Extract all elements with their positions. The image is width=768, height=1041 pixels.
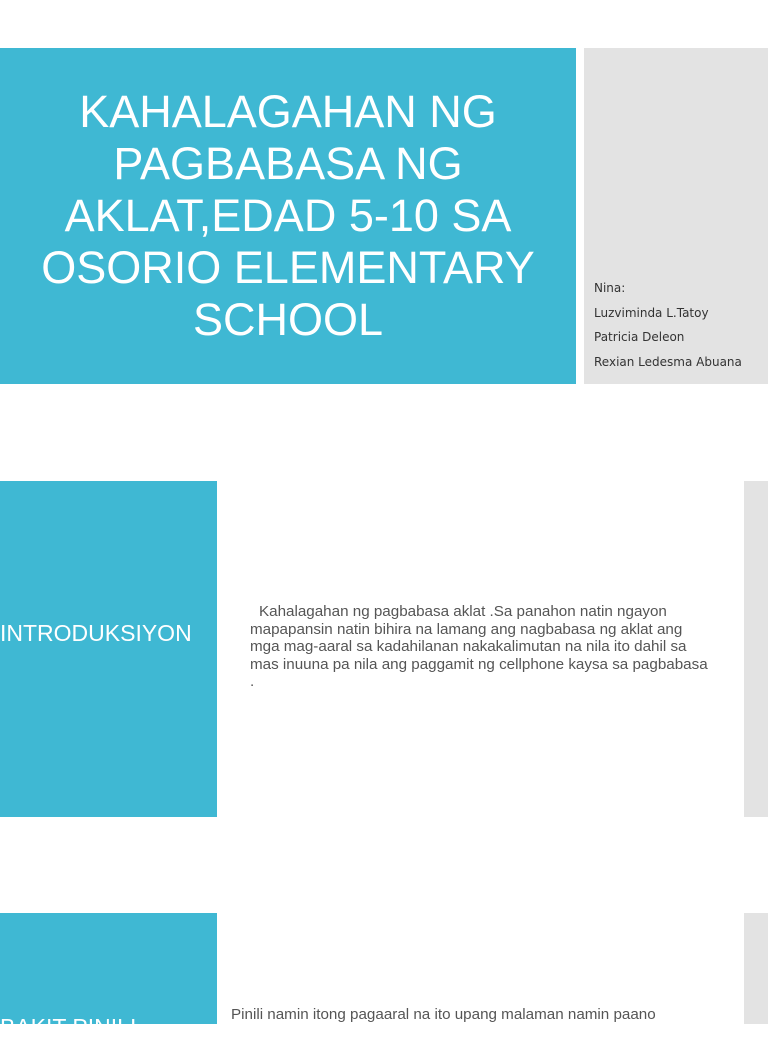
slide-title-line: PAGBABASA NG: [113, 138, 463, 189]
slide-title-line: KAHALAGAHAN NG: [79, 86, 497, 137]
title-slide-banner: [0, 48, 576, 384]
slide-title-line: SCHOOL: [192, 294, 384, 345]
author-name: Rexian Ledesma Abuana: [594, 354, 742, 369]
authors-list: [594, 276, 742, 374]
reason-heading: BAKIT PINILI: [0, 1014, 137, 1040]
intro-heading: INTRODUKSIYON: [0, 620, 192, 646]
slide-title-line: OSORIO ELEMENTARY: [41, 242, 535, 293]
reason-body: [222, 1006, 722, 1024]
reason-heading-panel: [0, 913, 217, 1040]
reason-side-panel: [744, 913, 768, 1024]
slide-title: [8, 86, 568, 346]
intro-body-text: Kahalagahan ng pagbabasa aklat .Sa panahon natin ngayon mapapansin natin bihira na lamang ang nagbabasa ng aklat ang mga mag-aaral sa kadahilanan nakakalimutan na nila ito dahil sa mas inuuna pa nila ang paggamit ng cellphone kaysa sa pagbabasa .: [250, 603, 708, 690]
authors-panel: [584, 48, 768, 384]
author-name: Patricia Deleon: [594, 330, 685, 344]
intro-heading-panel: [0, 481, 217, 817]
author-name: Luzviminda L.Tatoy: [594, 305, 709, 320]
authors-label: Nina:: [594, 281, 626, 295]
intro-body: [250, 603, 710, 691]
slide-title-line: AKLAT,EDAD 5-10 SA: [64, 190, 512, 241]
reason-body-text: Pinili namin itong pagaaral na ito upang malaman namin paano: [231, 1006, 656, 1023]
intro-side-panel: [744, 481, 768, 817]
